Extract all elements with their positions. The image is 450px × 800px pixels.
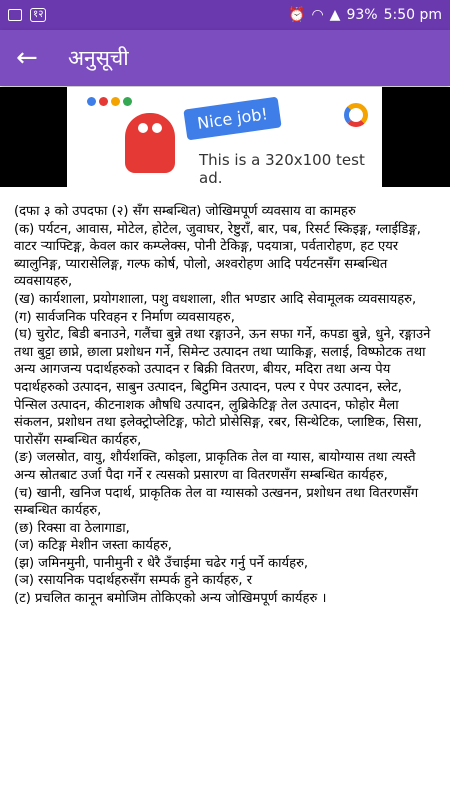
content-line: (ङ) जलस्रोत, वायु, शौर्यशक्ति, कोइला, प्राकृतिक तेल वा ग्यास, बायोग्यास तथा त्यस्तै अन्य स्रोतबाट उर्जा पैदा गर्ने र त्यसको प्रसारण वा वितरणसँग सम्बन्धित कार्यहरु, (14, 450, 416, 483)
alarm-icon: ⏰ (288, 7, 306, 23)
content-line: पेन्सिल उत्पादन, कीटनाशक औषधि उत्पादन, लुब्रिकेटिङ्ग तेल उत्पादन, फोहोर मैला संकलन, प्रशोधन तथा इलेक्ट्रोप्लेटिङ्ग, फोटो प्रोसेसिङ्ग, रबर, सिन्थेटिक, प्लाष्टिक, सिसा, पारोसँग सम्बन्धित कार्यहरु, (14, 397, 422, 448)
page-title: अनुसूची (68, 46, 129, 70)
schedule-content (14, 203, 440, 608)
ad-banner[interactable] (0, 87, 450, 187)
content-line: (ग) सार्वजनिक परिवहन र निर्माण व्यवसायहरु, (14, 309, 235, 325)
ad-decoration (87, 97, 132, 106)
content-line: (दफा ३ को उपदफा (२) सँग सम्बन्धित) जोखिमपूर्ण व्यवसाय वा कामहरु (14, 204, 356, 219)
ad-creative[interactable] (67, 87, 382, 187)
content-line: (झ) जमिनमुनी, पानीमुनी र धेरै उँचाईमा चढेर गर्नु पर्ने कार्यहरु, (14, 555, 309, 571)
arrow-left-icon[interactable]: ← (16, 43, 38, 73)
content-line: (ख) कार्यशाला, प्रयोगशाला, पशु वधशाला, शीत भण्डार आदि सेवामूलक व्यवसायहरु, (14, 291, 417, 307)
signal-icon: ▲ (329, 7, 341, 23)
content-line: तथा बुट्टा छाप्ने, छाला प्रशोधन गर्ने, सिमेन्ट उत्पादन तथा प्याकिङ्ग, सलाई, विष्फोटक तथा अन्य आगजन्य पदार्थहरुको उत्पादन र बिक्री वितरण, बीयर, मदिरा तथा अन्य पेय पदार्थहरुको उत्पादन, साबुन उत्पादन, बिटुमिन उत्पादन, पल्प र पेपर उत्पादन, स्लेट, (14, 344, 426, 395)
content-line: (घ) चुरोट, बिडी बनाउने, गलैंचा बुन्ने तथा रङ्गाउने, ऊन सफा गर्ने, कपडा बुन्ने, धुने, रङ्गाउने (14, 327, 431, 343)
content-line: (च) खानी, खनिज पदार्थ, प्राकृतिक तेल वा ग्यासको उत्खनन, प्रशोधन तथा वितरणसँग सम्बन्धित कार्यहरु, (14, 485, 419, 519)
content-line: (ट) प्रचलित कानून बमोजिम तोकिएको अन्य जोखिमपूर्ण कार्यहरु । (14, 591, 327, 607)
status-right (288, 7, 442, 23)
content-line: (ज) कटिङ्ग मेशीन जस्ता कार्यहरु, (14, 538, 172, 554)
status-bar (0, 0, 450, 30)
notification-badge: १२ (30, 8, 46, 22)
gallery-notification-icon (8, 9, 22, 21)
battery-level: 93% (346, 7, 378, 23)
clock: 5:50 pm (383, 7, 442, 23)
app-bar (0, 30, 450, 86)
ad-mascot-image (125, 113, 175, 173)
ad-logo-icon (344, 103, 368, 127)
content-line: (ञ) रसायनिक पदार्थहरुसँग सम्पर्क हुने कार्यहरु, र (14, 573, 253, 589)
ad-body-text: This is a 320x100 test ad. (199, 151, 365, 187)
content-line: (क) पर्यटन, आवास, मोटेल, होटेल, जुवाघर, रेष्टुराँ, बार, पब, रिसर्ट स्किइङ्ग, ग्लाईडिङ्ग, वाटर र्‍याफ्टिङ्ग, केवल कार कम्प्लेक्स, पोनी टेकिङ्ग, पदयात्रा, पर्वतारोहण, हट एयर ब्यालुनिङ्ग, प्यारासेलिङ्ग, गल्फ कोर्ष, पोलो, अश्वरोहण आदि पर्यटनसँग सम्बन्धित व्यवसायहरु, (14, 221, 421, 290)
content-line: (छ) रिक्सा वा ठेलागाडा, (14, 520, 130, 536)
ad-flag-text: Nice job! (183, 97, 281, 141)
status-left (8, 8, 46, 22)
wifi-icon: ◠ (311, 7, 324, 23)
